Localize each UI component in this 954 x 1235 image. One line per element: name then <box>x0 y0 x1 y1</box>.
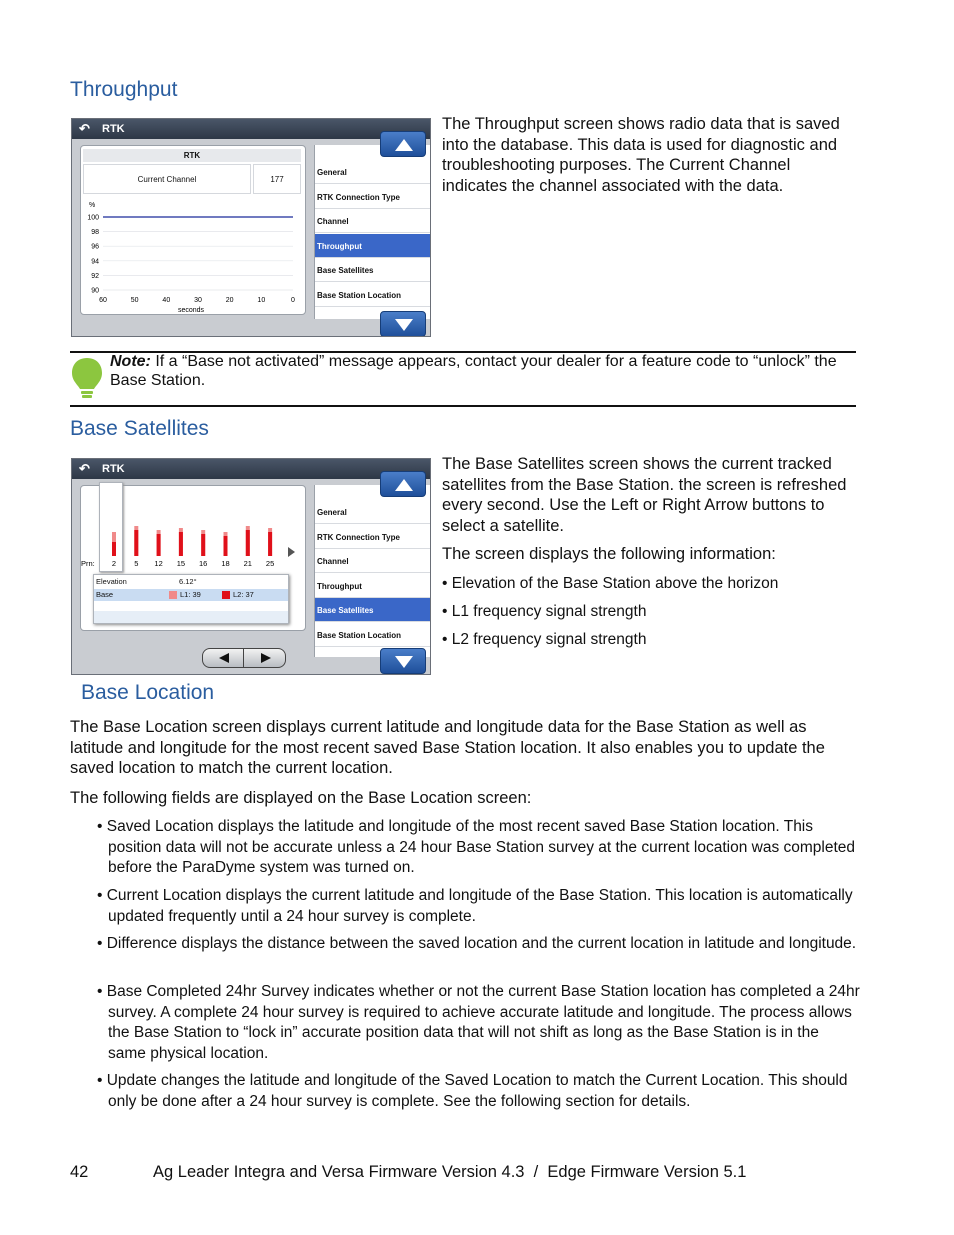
l2-bar <box>201 534 205 556</box>
menu-item[interactable]: Throughput <box>315 574 431 598</box>
bullet-elevation: • Elevation of the Base Station above the horizon <box>442 575 779 592</box>
rtk-menu <box>314 485 430 657</box>
base-satellites-info-lead: The screen displays the following information: <box>442 545 776 563</box>
prn-tick-label: 5 <box>134 559 139 568</box>
throughput-heading: Throughput <box>70 78 178 101</box>
x-tick-label: 20 <box>225 297 234 304</box>
throughput-chart <box>81 198 303 314</box>
arrow-down-icon <box>395 656 413 668</box>
scroll-down-button[interactable] <box>380 648 426 674</box>
current-channel-label: Current Channel <box>83 164 251 194</box>
arrow-down-icon <box>395 319 413 331</box>
chart-scroll-right-icon <box>288 547 295 557</box>
current-channel-value: 177 <box>253 164 301 194</box>
y-tick-label: 94 <box>91 258 99 266</box>
x-tick-label: 60 <box>99 297 107 304</box>
screen-title: RTK <box>102 463 125 475</box>
menu-item[interactable]: Throughput <box>315 234 431 258</box>
info-spacer-row <box>94 611 288 623</box>
throughput-panel <box>80 145 306 315</box>
l2-bar <box>179 532 183 556</box>
l2-bar <box>224 536 228 556</box>
x-tick-label: 50 <box>130 297 139 304</box>
prn-tick-label: 16 <box>199 559 208 568</box>
chart-x-label: seconds <box>177 307 205 314</box>
elevation-row <box>94 577 288 589</box>
base-location-intro: The Base Location screen displays current latitude and longitude data for the Base Station as well as latitude and longitude for the most recent saved Base Station location. It also enables you to update the saved location to match the current location. <box>70 718 825 777</box>
base-location-heading: Base Location <box>81 681 215 704</box>
arrow-left-icon <box>219 653 229 663</box>
prn-tick-label: 25 <box>265 559 275 568</box>
arrow-right-icon <box>261 653 271 663</box>
base-label: Base <box>96 590 114 599</box>
rtk-menu <box>314 145 430 319</box>
y-tick-label: 98 <box>91 229 99 237</box>
l2-bar <box>157 534 161 556</box>
bullet-l1-strength: • L1 frequency signal strength <box>442 603 647 620</box>
throughput-screenshot <box>71 118 431 337</box>
previous-satellite-button[interactable] <box>203 649 244 667</box>
y-tick-label: 96 <box>91 243 99 251</box>
footer-title: Ag Leader Integra and Versa Firmware Version 4.3 / Edge Firmware Version 5.1 <box>153 1163 747 1181</box>
note-bottom-rule <box>70 405 856 407</box>
menu-item[interactable]: RTK Connection Type <box>315 185 431 209</box>
y-tick-label: 92 <box>91 272 99 280</box>
satellite-bar-chart <box>81 486 303 572</box>
scroll-up-button[interactable] <box>380 471 426 497</box>
l1-value: L1: 39 <box>180 590 201 599</box>
menu-item[interactable]: RTK Connection Type <box>315 525 431 549</box>
note-label: Note: <box>110 353 151 370</box>
prn-tick-label: 21 <box>243 559 252 568</box>
menu-item[interactable]: Base Satellites <box>315 258 431 282</box>
satellite-nav-buttons <box>202 648 286 668</box>
l2-bar <box>268 532 272 556</box>
menu-item[interactable]: Channel <box>315 549 431 573</box>
base-satellites-intro: The Base Satellites screen shows the current tracked satellites from the Base Station. the screen is refreshed every second. Use the Left or Right Arrow buttons to select a satellite. <box>442 455 847 535</box>
y-tick-label: 90 <box>91 287 99 295</box>
satellites-panel <box>80 485 306 631</box>
menu-item[interactable]: General <box>315 500 431 524</box>
l2-swatch <box>222 591 230 599</box>
l2-bar <box>134 530 138 556</box>
scroll-down-button[interactable] <box>380 311 426 337</box>
scroll-up-button[interactable] <box>380 131 426 157</box>
bullet-update: • Update changes the latitude and longitude of the Saved Location to match the Current Location. This should only be done after a 24 hour survey is complete. See the following section for details. <box>97 1072 848 1110</box>
note-text <box>110 352 856 390</box>
bullet-difference: • Difference displays the distance between the saved location and the current location in latitude and longitude. <box>97 935 857 952</box>
bullet-l2-strength: • L2 frequency signal strength <box>442 631 647 648</box>
chart-unit: % <box>89 202 96 209</box>
next-satellite-button[interactable] <box>245 649 286 667</box>
arrow-up-icon <box>395 479 413 491</box>
screen-title: RTK <box>102 123 125 135</box>
menu-item[interactable]: Channel <box>315 209 431 233</box>
lightbulb-icon <box>70 356 104 402</box>
x-tick-label: 10 <box>257 297 266 304</box>
menu-item[interactable]: Base Station Location <box>315 283 431 307</box>
prn-label: Prn: <box>81 559 95 568</box>
arrow-up-icon <box>395 139 413 151</box>
base-satellites-heading: Base Satellites <box>70 417 209 440</box>
elevation-label: Elevation <box>96 577 127 586</box>
throughput-description: The Throughput screen shows radio data that is saved into the database. This data is used for diagnostic and troubleshooting purposes. The Current Channel indicates the channel associated with the data. <box>442 115 840 195</box>
prn-tick-label: 12 <box>154 559 163 568</box>
y-tick-label: 100 <box>87 214 99 222</box>
prn-tick-label: 18 <box>221 559 230 568</box>
note-body: If a “Base not activated” message appears, contact your dealer for a feature code to “unlock” the Base Station. <box>110 353 837 389</box>
l2-bar <box>246 530 250 556</box>
satellite-info-box <box>93 574 289 624</box>
l2-bar <box>112 542 116 556</box>
prn-tick-label: 2 <box>111 559 117 568</box>
page-number: 42 <box>70 1163 89 1181</box>
x-tick-label: 40 <box>162 297 171 304</box>
base-location-fields-lead: The following fields are displayed on the Base Location screen: <box>70 789 532 807</box>
bullet-saved-location: • Saved Location displays the latitude and longitude of the most recent saved Base Station location. This position data will not be accurate unless a 24 hour Base Station survey at the current location was completed before the ParaDyme system was turned on. <box>97 818 856 876</box>
l2-value: L2: 37 <box>233 590 254 599</box>
prn-tick-label: 15 <box>176 559 186 568</box>
bullet-current-location: • Current Location displays the current latitude and longitude of the Base Station. This location is automatically updated frequently until a 24 hour survey is complete. <box>97 887 853 925</box>
menu-item[interactable]: Base Station Location <box>315 623 431 647</box>
x-tick-label: 30 <box>194 297 202 304</box>
screen-titlebar <box>72 119 430 139</box>
menu-item[interactable]: Base Satellites <box>315 598 431 622</box>
back-icon: ↶ <box>79 461 90 476</box>
menu-item[interactable]: General <box>315 160 431 184</box>
elevation-value: 6.12° <box>179 577 197 586</box>
base-row <box>94 589 288 601</box>
rtk-table-header: RTK <box>83 149 301 162</box>
bullet-base-completed-survey: • Base Completed 24hr Survey indicates whether or not the current Base Station location has completed a 24hr survey. A complete 24 hour survey is required to achieve accurate latitude and longitude. The process allows the Base Station to “lock in” accurate position data that will not shift as long as the Base Station is in the same physical location. <box>97 983 860 1062</box>
base-satellites-screenshot <box>71 458 431 675</box>
back-icon: ↶ <box>79 121 90 136</box>
x-tick-label: 0 <box>291 297 295 304</box>
l1-swatch <box>169 591 177 599</box>
screen-titlebar <box>72 459 430 479</box>
